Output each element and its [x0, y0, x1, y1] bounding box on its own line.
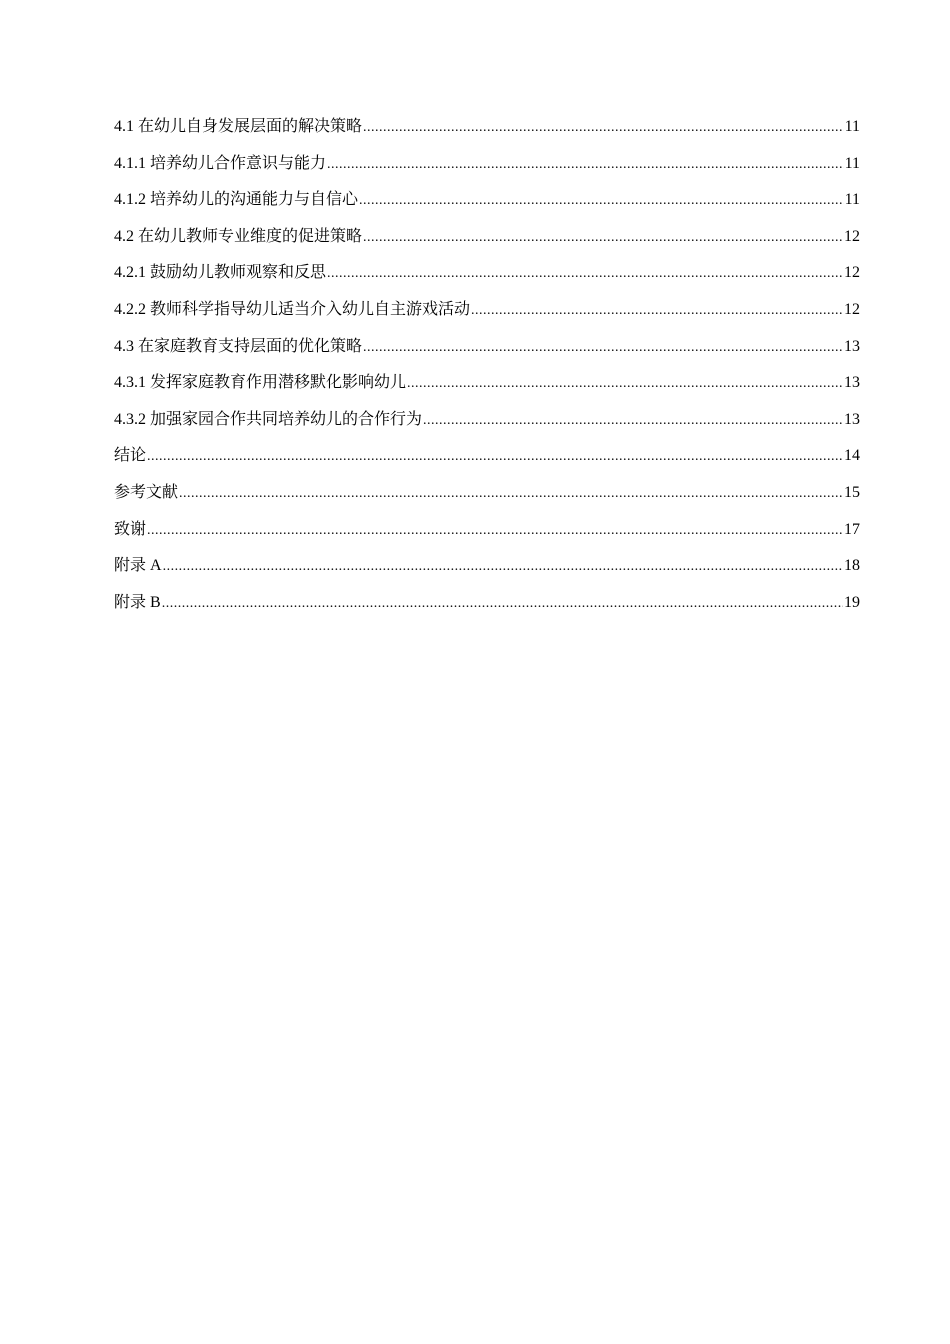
toc-dot-leader [179, 481, 843, 507]
toc-dot-leader [327, 261, 843, 287]
toc-dot-leader [327, 152, 844, 178]
toc-entry[interactable] [114, 553, 860, 590]
toc-dot-leader [423, 408, 843, 434]
toc-dot-leader [363, 115, 844, 141]
toc-page-number: 15 [844, 483, 860, 501]
toc-entry[interactable] [114, 443, 860, 480]
toc-entry[interactable] [114, 187, 860, 224]
toc-entry[interactable] [114, 590, 860, 627]
toc-dot-leader [147, 518, 843, 544]
toc-page-number: 11 [844, 191, 860, 209]
toc-entry[interactable] [114, 517, 860, 554]
toc-entry-title: 4.1.1 培养幼儿合作意识与能力 [114, 154, 327, 172]
toc-entry-title: 4.1.2 培养幼儿的沟通能力与自信心 [114, 191, 359, 209]
toc-page-number: 17 [844, 520, 860, 538]
toc-entry[interactable] [114, 334, 860, 371]
toc-entry-title: 附录 A [114, 557, 162, 575]
toc-entry-title: 4.2.1 鼓励幼儿教师观察和反思 [114, 264, 327, 282]
toc-page-number: 12 [844, 227, 860, 245]
toc-dot-leader [359, 188, 844, 214]
toc-entry-title: 4.2 在幼儿教师专业维度的促进策略 [114, 227, 363, 245]
toc-entry[interactable] [114, 407, 860, 444]
toc-dot-leader [471, 298, 843, 324]
toc-entry-title: 结论 [114, 447, 147, 465]
toc-dot-leader [147, 444, 843, 470]
toc-dot-leader [363, 225, 843, 251]
toc-entry[interactable] [114, 370, 860, 407]
toc-dot-leader [163, 554, 843, 580]
toc-dot-leader [407, 371, 843, 397]
table-of-contents [114, 114, 860, 626]
toc-page-number: 11 [844, 118, 860, 135]
toc-entry[interactable] [114, 480, 860, 517]
toc-page-number: 13 [844, 374, 860, 392]
toc-entry[interactable] [114, 297, 860, 334]
toc-entry-title: 4.3.2 加强家园合作共同培养幼儿的合作行为 [114, 410, 423, 428]
toc-entry[interactable] [114, 114, 860, 151]
toc-page-number: 18 [844, 557, 860, 575]
toc-dot-leader [363, 335, 843, 361]
toc-page-number: 14 [844, 447, 860, 465]
toc-entry-title: 参考文献 [114, 483, 179, 501]
toc-dot-leader [162, 591, 843, 617]
toc-entry-title: 致谢 [114, 520, 147, 538]
toc-page-number: 12 [844, 300, 860, 318]
toc-entry[interactable] [114, 260, 860, 297]
toc-page-number: 19 [844, 593, 860, 611]
toc-entry-title: 4.3 在家庭教育支持层面的优化策略 [114, 337, 363, 355]
toc-entry[interactable] [114, 151, 860, 188]
toc-page-number: 11 [844, 154, 860, 172]
toc-page-number: 13 [844, 337, 860, 355]
toc-page-number: 13 [844, 410, 860, 428]
toc-entry-title: 4.1 在幼儿自身发展层面的解决策略 [114, 118, 363, 135]
toc-entry-title: 附录 B [114, 593, 161, 611]
toc-entry[interactable] [114, 224, 860, 261]
toc-entry-title: 4.3.1 发挥家庭教育作用潜移默化影响幼儿 [114, 374, 407, 392]
toc-page-number: 12 [844, 264, 860, 282]
toc-entry-title: 4.2.2 教师科学指导幼儿适当介入幼儿自主游戏活动 [114, 300, 471, 318]
